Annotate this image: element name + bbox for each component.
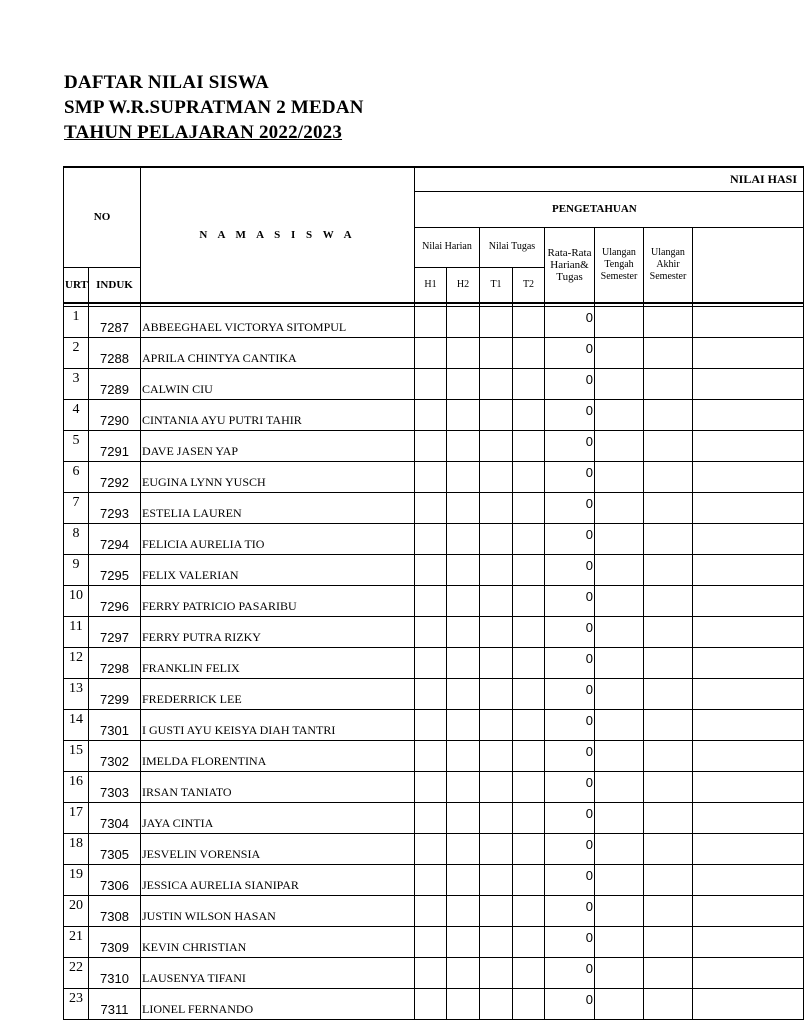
grade-sheet (63, 166, 798, 1017)
row-t2 (513, 865, 545, 896)
row-t2 (513, 958, 545, 989)
row-h2 (447, 555, 480, 586)
row-h2 (447, 741, 480, 772)
row-t1 (480, 834, 513, 865)
row-h1 (415, 586, 447, 617)
row-h2 (447, 586, 480, 617)
row-t2 (513, 369, 545, 400)
row-uas (644, 369, 693, 400)
header-induk: INDUK (89, 267, 141, 303)
row-t1 (480, 679, 513, 710)
row-urt: 20 (64, 896, 89, 927)
row-t1 (480, 741, 513, 772)
row-extra (693, 679, 804, 710)
row-urt: 14 (64, 710, 89, 741)
row-uas (644, 710, 693, 741)
row-uts (595, 524, 644, 555)
row-nama: LIONEL FERNANDO (141, 989, 415, 1020)
row-induk: 7298 (89, 648, 141, 679)
row-h1 (415, 555, 447, 586)
row-extra (693, 369, 804, 400)
title-line-2: SMP W.R.SUPRATMAN 2 MEDAN (64, 97, 364, 118)
row-nama: EUGINA LYNN YUSCH (141, 462, 415, 493)
row-urt: 12 (64, 648, 89, 679)
header-pengetahuan: PENGETAHUAN (415, 191, 804, 227)
row-induk: 7297 (89, 617, 141, 648)
row-h2 (447, 493, 480, 524)
row-urt: 19 (64, 865, 89, 896)
row-induk: 7296 (89, 586, 141, 617)
row-rata-rata: 0 (545, 927, 595, 958)
row-t1 (480, 586, 513, 617)
row-urt: 15 (64, 741, 89, 772)
table-row (64, 958, 804, 989)
table-row (64, 307, 804, 338)
row-rata-rata: 0 (545, 617, 595, 648)
row-h2 (447, 617, 480, 648)
row-rata-rata: 0 (545, 865, 595, 896)
row-induk: 7302 (89, 741, 141, 772)
row-rata-rata: 0 (545, 524, 595, 555)
row-h2 (447, 307, 480, 338)
row-extra (693, 555, 804, 586)
title-line-3: TAHUN PELAJARAN 2022/2023 (64, 122, 343, 143)
row-rata-rata: 0 (545, 431, 595, 462)
row-extra (693, 524, 804, 555)
row-extra (693, 431, 804, 462)
row-h2 (447, 803, 480, 834)
row-extra (693, 741, 804, 772)
row-uas (644, 338, 693, 369)
row-h2 (447, 989, 480, 1020)
row-nama: FERRY PUTRA RIZKY (141, 617, 415, 648)
table-row (64, 369, 804, 400)
row-uts (595, 462, 644, 493)
row-nama: FELIX VALERIAN (141, 555, 415, 586)
row-urt: 2 (64, 338, 89, 369)
row-nama: FERRY PATRICIO PASARIBU (141, 586, 415, 617)
row-induk: 7287 (89, 307, 141, 338)
row-urt: 11 (64, 617, 89, 648)
row-uts (595, 586, 644, 617)
row-induk: 7288 (89, 338, 141, 369)
row-extra (693, 958, 804, 989)
row-uts (595, 493, 644, 524)
table-row (64, 400, 804, 431)
row-uas (644, 834, 693, 865)
row-rata-rata: 0 (545, 834, 595, 865)
row-urt: 17 (64, 803, 89, 834)
row-h2 (447, 896, 480, 927)
table-row (64, 741, 804, 772)
row-h1 (415, 679, 447, 710)
row-t2 (513, 307, 545, 338)
row-urt: 4 (64, 400, 89, 431)
row-h2 (447, 958, 480, 989)
table-row (64, 927, 804, 958)
row-nama: IRSAN TANIATO (141, 772, 415, 803)
row-extra (693, 865, 804, 896)
row-h1 (415, 338, 447, 369)
row-nama: IMELDA FLORENTINA (141, 741, 415, 772)
table-row (64, 710, 804, 741)
row-extra (693, 896, 804, 927)
row-uts (595, 741, 644, 772)
row-t2 (513, 462, 545, 493)
row-uts (595, 803, 644, 834)
row-uts (595, 617, 644, 648)
row-rata-rata: 0 (545, 896, 595, 927)
row-induk: 7305 (89, 834, 141, 865)
row-h1 (415, 896, 447, 927)
row-nama: CALWIN CIU (141, 369, 415, 400)
row-rata-rata: 0 (545, 989, 595, 1020)
row-uts (595, 896, 644, 927)
row-extra (693, 803, 804, 834)
row-t1 (480, 772, 513, 803)
row-t2 (513, 493, 545, 524)
row-t2 (513, 648, 545, 679)
row-induk: 7295 (89, 555, 141, 586)
row-t1 (480, 865, 513, 896)
row-nama: ABBEEGHAEL VICTORYA SITOMPUL (141, 307, 415, 338)
row-uts (595, 400, 644, 431)
title-line-1: DAFTAR NILAI SISWA (64, 72, 269, 93)
row-t1 (480, 958, 513, 989)
row-urt: 3 (64, 369, 89, 400)
header-empty (693, 227, 804, 303)
row-urt: 13 (64, 679, 89, 710)
row-h1 (415, 803, 447, 834)
row-rata-rata: 0 (545, 586, 595, 617)
row-t2 (513, 710, 545, 741)
row-uas (644, 741, 693, 772)
row-uas (644, 927, 693, 958)
row-h2 (447, 400, 480, 431)
row-t2 (513, 524, 545, 555)
row-t1 (480, 927, 513, 958)
table-row (64, 431, 804, 462)
row-extra (693, 462, 804, 493)
row-nama: DAVE JASEN YAP (141, 431, 415, 462)
row-t2 (513, 772, 545, 803)
row-urt: 22 (64, 958, 89, 989)
row-rata-rata: 0 (545, 741, 595, 772)
row-h1 (415, 307, 447, 338)
row-h1 (415, 462, 447, 493)
row-rata-rata: 0 (545, 338, 595, 369)
row-nama: CINTANIA AYU PUTRI TAHIR (141, 400, 415, 431)
row-uts (595, 834, 644, 865)
table-row (64, 896, 804, 927)
row-uas (644, 307, 693, 338)
row-induk: 7303 (89, 772, 141, 803)
row-t2 (513, 617, 545, 648)
row-induk: 7292 (89, 462, 141, 493)
table-row (64, 648, 804, 679)
row-induk: 7311 (89, 989, 141, 1020)
row-induk: 7301 (89, 710, 141, 741)
row-rata-rata: 0 (545, 369, 595, 400)
row-uts (595, 338, 644, 369)
row-uas (644, 648, 693, 679)
row-induk: 7304 (89, 803, 141, 834)
row-urt: 21 (64, 927, 89, 958)
table-row (64, 338, 804, 369)
row-urt: 10 (64, 586, 89, 617)
row-h2 (447, 834, 480, 865)
row-uts (595, 989, 644, 1020)
row-uts (595, 369, 644, 400)
row-t2 (513, 741, 545, 772)
row-extra (693, 493, 804, 524)
row-nama: APRILA CHINTYA CANTIKA (141, 338, 415, 369)
table-row (64, 834, 804, 865)
row-h1 (415, 648, 447, 679)
row-uts (595, 555, 644, 586)
row-h1 (415, 927, 447, 958)
row-t2 (513, 803, 545, 834)
row-nama: JESVELIN VORENSIA (141, 834, 415, 865)
row-h2 (447, 369, 480, 400)
row-t2 (513, 679, 545, 710)
row-t2 (513, 989, 545, 1020)
row-urt: 7 (64, 493, 89, 524)
header-urt: URT (64, 267, 89, 303)
row-t1 (480, 400, 513, 431)
row-t1 (480, 524, 513, 555)
row-t1 (480, 369, 513, 400)
row-uas (644, 555, 693, 586)
row-t2 (513, 927, 545, 958)
row-h2 (447, 865, 480, 896)
row-induk: 7306 (89, 865, 141, 896)
row-uas (644, 679, 693, 710)
row-induk: 7309 (89, 927, 141, 958)
row-extra (693, 338, 804, 369)
row-rata-rata: 0 (545, 400, 595, 431)
row-uas (644, 400, 693, 431)
header-t2: T2 (513, 267, 545, 303)
row-t1 (480, 803, 513, 834)
row-urt: 6 (64, 462, 89, 493)
row-h2 (447, 648, 480, 679)
row-extra (693, 772, 804, 803)
row-induk: 7299 (89, 679, 141, 710)
row-nama: ESTELIA LAUREN (141, 493, 415, 524)
row-t1 (480, 338, 513, 369)
row-extra (693, 834, 804, 865)
row-t1 (480, 648, 513, 679)
row-t1 (480, 493, 513, 524)
row-induk: 7310 (89, 958, 141, 989)
row-urt: 5 (64, 431, 89, 462)
header-uas: Ulangan Akhir Semester (644, 227, 693, 303)
row-rata-rata: 0 (545, 803, 595, 834)
row-nama: LAUSENYA TIFANI (141, 958, 415, 989)
header-nilai-hasil: NILAI HASI (415, 167, 804, 191)
row-induk: 7308 (89, 896, 141, 927)
row-induk: 7291 (89, 431, 141, 462)
row-uas (644, 493, 693, 524)
document-title (64, 70, 364, 145)
table-row (64, 772, 804, 803)
row-extra (693, 586, 804, 617)
row-uts (595, 958, 644, 989)
row-uas (644, 865, 693, 896)
row-t2 (513, 338, 545, 369)
row-induk: 7289 (89, 369, 141, 400)
row-urt: 1 (64, 307, 89, 338)
row-nama: JAYA CINTIA (141, 803, 415, 834)
header-rata-rata: Rata-Rata Harian& Tugas (545, 227, 595, 303)
row-nama: JESSICA AURELIA SIANIPAR (141, 865, 415, 896)
row-extra (693, 307, 804, 338)
row-h2 (447, 710, 480, 741)
header-t1: T1 (480, 267, 513, 303)
row-uas (644, 772, 693, 803)
row-nama: FREDERRICK LEE (141, 679, 415, 710)
row-extra (693, 400, 804, 431)
row-rata-rata: 0 (545, 710, 595, 741)
table-row (64, 679, 804, 710)
row-uas (644, 524, 693, 555)
row-t1 (480, 431, 513, 462)
row-nama: KEVIN CHRISTIAN (141, 927, 415, 958)
row-rata-rata: 0 (545, 462, 595, 493)
row-h2 (447, 927, 480, 958)
row-t2 (513, 555, 545, 586)
row-urt: 18 (64, 834, 89, 865)
row-h2 (447, 462, 480, 493)
row-uts (595, 679, 644, 710)
row-induk: 7293 (89, 493, 141, 524)
row-h2 (447, 431, 480, 462)
row-urt: 16 (64, 772, 89, 803)
row-extra (693, 710, 804, 741)
row-t2 (513, 400, 545, 431)
row-h1 (415, 524, 447, 555)
row-t1 (480, 989, 513, 1020)
table-row (64, 865, 804, 896)
header-h2: H2 (447, 267, 480, 303)
row-uas (644, 896, 693, 927)
row-t1 (480, 896, 513, 927)
row-rata-rata: 0 (545, 493, 595, 524)
row-urt: 23 (64, 989, 89, 1020)
header-nama-siswa: N A M A S I S W A (141, 167, 415, 303)
table-row (64, 586, 804, 617)
row-extra (693, 927, 804, 958)
row-h2 (447, 679, 480, 710)
row-rata-rata: 0 (545, 679, 595, 710)
header-h1: H1 (415, 267, 447, 303)
row-h1 (415, 741, 447, 772)
header-nilai-tugas: Nilai Tugas (480, 227, 545, 267)
row-rata-rata: 0 (545, 958, 595, 989)
row-h1 (415, 617, 447, 648)
row-urt: 8 (64, 524, 89, 555)
row-uts (595, 865, 644, 896)
row-h1 (415, 772, 447, 803)
grade-table (63, 166, 804, 1020)
row-uas (644, 586, 693, 617)
row-h1 (415, 989, 447, 1020)
row-urt: 9 (64, 555, 89, 586)
row-h2 (447, 338, 480, 369)
header-no: NO (64, 167, 141, 267)
header-uts: Ulangan Tengah Semester (595, 227, 644, 303)
row-h1 (415, 958, 447, 989)
row-h1 (415, 400, 447, 431)
row-t1 (480, 710, 513, 741)
row-uas (644, 431, 693, 462)
row-rata-rata: 0 (545, 648, 595, 679)
row-uas (644, 462, 693, 493)
row-nama: JUSTIN WILSON HASAN (141, 896, 415, 927)
row-extra (693, 617, 804, 648)
row-uts (595, 648, 644, 679)
table-row (64, 493, 804, 524)
row-t1 (480, 617, 513, 648)
row-t2 (513, 834, 545, 865)
row-h1 (415, 493, 447, 524)
row-t1 (480, 555, 513, 586)
row-h1 (415, 865, 447, 896)
table-row (64, 803, 804, 834)
row-extra (693, 989, 804, 1020)
row-h1 (415, 369, 447, 400)
row-t2 (513, 431, 545, 462)
row-uts (595, 927, 644, 958)
row-uts (595, 431, 644, 462)
row-h1 (415, 834, 447, 865)
table-row (64, 462, 804, 493)
table-row (64, 524, 804, 555)
row-nama: FELICIA AURELIA TIO (141, 524, 415, 555)
row-rata-rata: 0 (545, 307, 595, 338)
row-h2 (447, 772, 480, 803)
header-nilai-harian: Nilai Harian (415, 227, 480, 267)
row-uas (644, 803, 693, 834)
table-row (64, 617, 804, 648)
row-t1 (480, 307, 513, 338)
row-rata-rata: 0 (545, 555, 595, 586)
row-t1 (480, 462, 513, 493)
table-row (64, 555, 804, 586)
row-uts (595, 710, 644, 741)
table-row (64, 989, 804, 1020)
row-t2 (513, 896, 545, 927)
row-h2 (447, 524, 480, 555)
row-uas (644, 989, 693, 1020)
row-uts (595, 772, 644, 803)
row-extra (693, 648, 804, 679)
row-h1 (415, 431, 447, 462)
row-induk: 7294 (89, 524, 141, 555)
row-uas (644, 617, 693, 648)
row-induk: 7290 (89, 400, 141, 431)
row-uas (644, 958, 693, 989)
row-uts (595, 307, 644, 338)
student-rows (64, 307, 804, 1020)
row-h1 (415, 710, 447, 741)
row-nama: FRANKLIN FELIX (141, 648, 415, 679)
row-t2 (513, 586, 545, 617)
row-rata-rata: 0 (545, 772, 595, 803)
row-nama: I GUSTI AYU KEISYA DIAH TANTRI (141, 710, 415, 741)
